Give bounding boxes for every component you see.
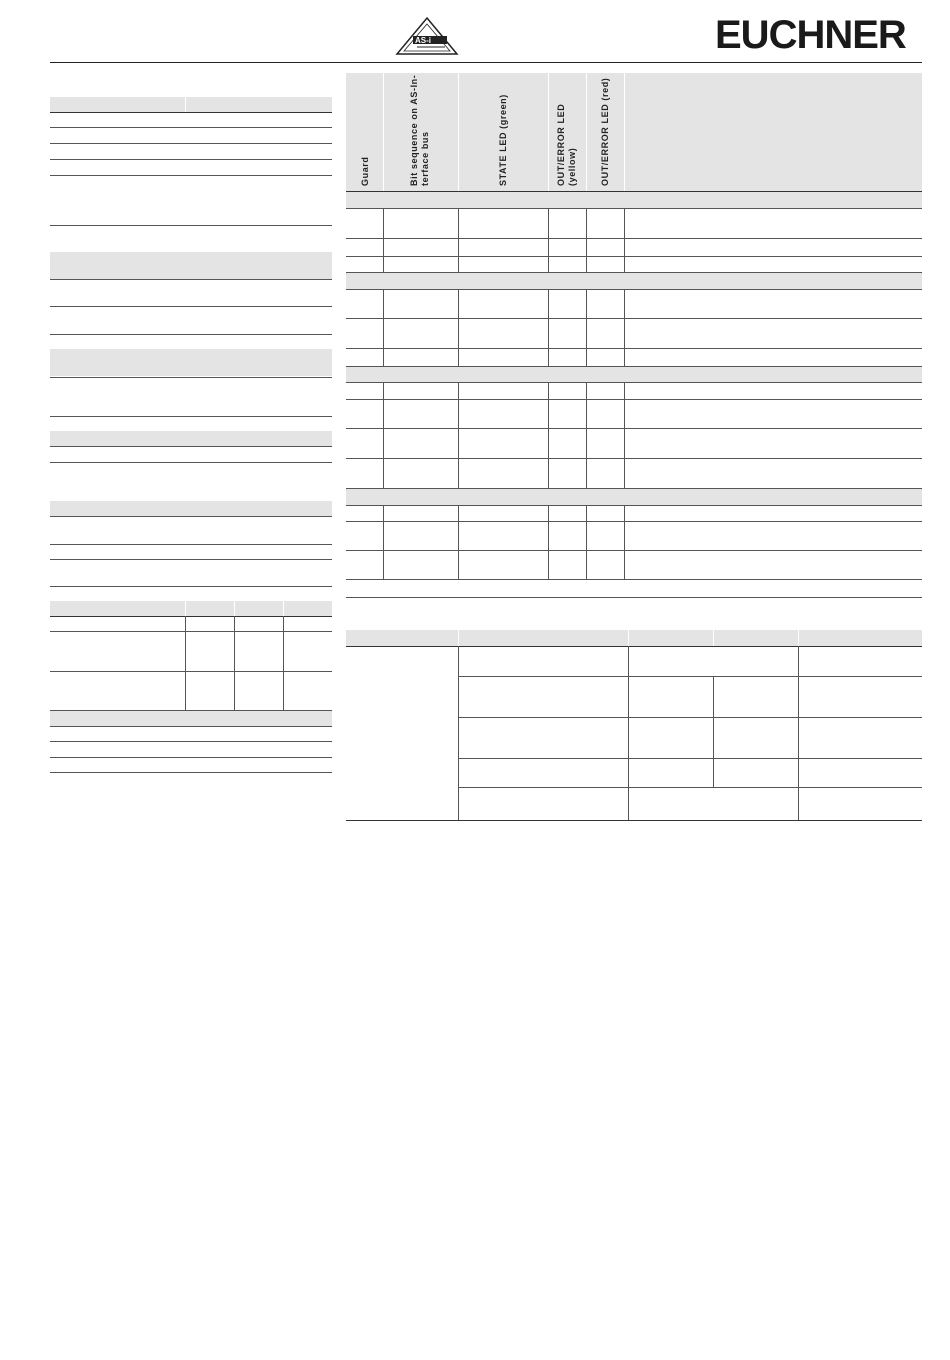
section-band: [50, 711, 332, 726]
row-line: [346, 550, 922, 551]
row-line: [346, 579, 922, 580]
row-line: [50, 306, 332, 307]
header-line: (yellow): [567, 147, 577, 186]
divider: [283, 601, 284, 616]
row-line: [50, 175, 332, 176]
col-divider: [383, 208, 384, 272]
row-line: [346, 521, 922, 522]
row-line: [346, 272, 922, 273]
row-line: [50, 726, 332, 727]
section-band: [50, 501, 332, 516]
col-divider: [624, 382, 625, 488]
row-line: [346, 505, 922, 506]
led-section-band: [346, 192, 922, 208]
row-line: [346, 399, 922, 400]
col-header-guard: Guard: [360, 156, 370, 186]
divider: [185, 616, 186, 710]
col-divider: [458, 289, 459, 366]
row-line: [458, 787, 922, 788]
col-header-bit-sequence-1: [409, 75, 431, 186]
header-line: terface bus: [420, 131, 430, 186]
row-line: [458, 676, 922, 677]
col-divider: [586, 505, 587, 579]
row-line: [346, 289, 922, 290]
col-divider: [624, 208, 625, 272]
col-divider: [458, 208, 459, 272]
col-divider: [383, 505, 384, 579]
header-line: OUT/ERROR LED: [556, 103, 566, 186]
table-bottom-rule: [346, 820, 922, 821]
col-divider: [624, 505, 625, 579]
header-divider: [624, 73, 625, 191]
row-line: [50, 616, 332, 617]
row-line: [346, 597, 922, 598]
col-divider: [548, 289, 549, 366]
col-divider: [798, 646, 799, 820]
divider: [234, 616, 235, 710]
row-line: [50, 559, 332, 560]
col-header-out-error-yellow: [556, 104, 578, 186]
row-line: [50, 544, 332, 545]
col-divider: [458, 382, 459, 488]
row-line: [346, 382, 922, 383]
header-divider: [383, 73, 384, 191]
divider: [185, 97, 186, 112]
row-line: [50, 416, 332, 417]
right-table-2-header: [346, 630, 922, 646]
col-divider: [548, 382, 549, 488]
row-line: [50, 334, 332, 335]
row-line: [50, 772, 332, 773]
row-line: [50, 586, 332, 587]
col-divider: [713, 676, 714, 787]
section-band: [50, 349, 332, 376]
col-divider: [586, 289, 587, 366]
row-line: [50, 446, 332, 447]
row-line: [346, 256, 922, 257]
header-divider: [458, 73, 459, 191]
row-line: [346, 646, 922, 647]
header-line: Bit sequence on AS-In-: [409, 74, 419, 186]
row-line: [346, 488, 922, 489]
col-divider: [458, 505, 459, 579]
col-divider: [383, 289, 384, 366]
row-line: [458, 758, 922, 759]
row-line: [346, 208, 922, 209]
col-divider: [548, 208, 549, 272]
header-divider: [713, 630, 714, 646]
led-table-header: [346, 73, 922, 191]
header-divider: [586, 73, 587, 191]
row-line: [346, 428, 922, 429]
row-line: [50, 757, 332, 758]
divider: [185, 601, 186, 616]
row-line: [346, 366, 922, 367]
led-section-band: [346, 488, 922, 505]
col-divider: [624, 289, 625, 366]
col-divider: [383, 382, 384, 488]
col-header-out-error-red: OUT/ERROR LED (red): [600, 77, 610, 186]
section-band: [50, 431, 332, 446]
row-line: [50, 127, 332, 128]
row-line: [346, 318, 922, 319]
row-line: [50, 112, 332, 113]
left-table-1-header: [50, 97, 332, 112]
row-line: [346, 458, 922, 459]
row-line: [458, 717, 922, 718]
euchner-logo: EUCHNER: [715, 13, 906, 57]
led-section-band: [346, 366, 922, 382]
col-divider: [586, 382, 587, 488]
row-line: [50, 516, 332, 517]
led-section-band: [346, 272, 922, 289]
asi-logo-text: AS-i: [415, 36, 431, 45]
col-divider: [548, 505, 549, 579]
row-line: [50, 631, 332, 632]
header-divider: [548, 73, 549, 191]
row-line: [346, 238, 922, 239]
col-divider: [586, 208, 587, 272]
divider: [234, 601, 235, 616]
row-line: [50, 671, 332, 672]
col-divider: [628, 646, 629, 820]
row-line: [50, 377, 332, 378]
header-divider: [458, 630, 459, 646]
divider: [283, 616, 284, 710]
col-divider: [458, 646, 459, 820]
row-line: [346, 348, 922, 349]
left-table-2-header: [50, 601, 332, 616]
section-band: [50, 252, 332, 279]
row-line: [50, 741, 332, 742]
row-line: [50, 462, 332, 463]
row-line: [50, 143, 332, 144]
asi-logo: [395, 16, 459, 56]
row-line: [50, 279, 332, 280]
row-line: [50, 159, 332, 160]
row-line: [50, 225, 332, 226]
header-divider: [628, 630, 629, 646]
header-rule: [50, 62, 922, 63]
header-divider: [798, 630, 799, 646]
col-header-state-led: STATE LED (green): [498, 94, 508, 186]
